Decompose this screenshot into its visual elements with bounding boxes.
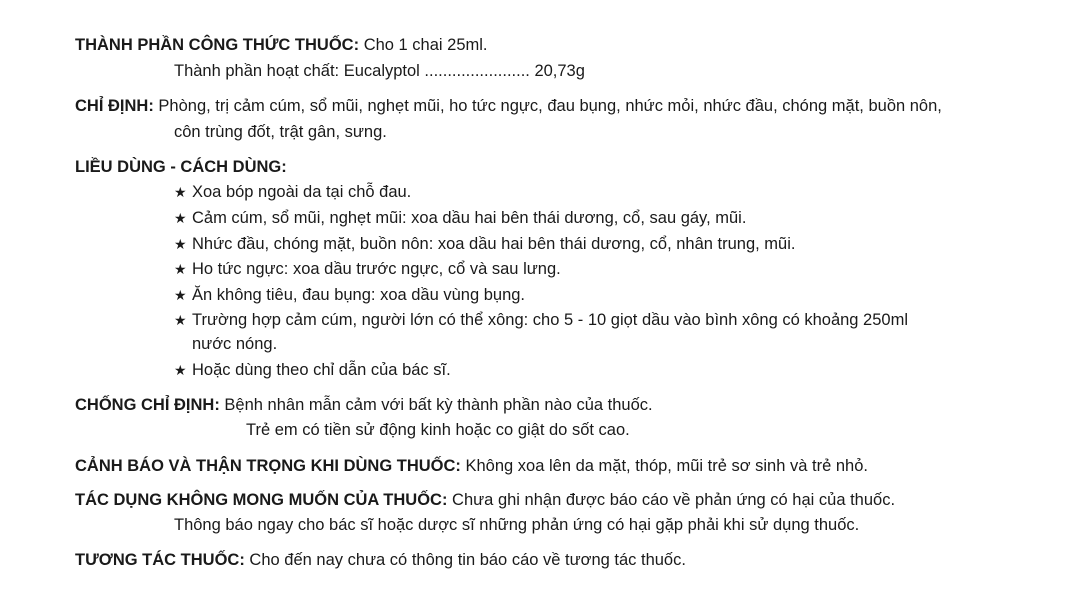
dosage-item-text: Cảm cúm, sổ mũi, nghẹt mũi: xoa dầu hai bên thái dương, cổ, sau gáy, mũi. [192,209,747,227]
dosage-item [174,360,451,380]
dosage-item [174,234,795,254]
indications-heading: CHỈ ĐỊNH: [75,97,154,115]
composition-heading: THÀNH PHẦN CÔNG THỨC THUỐC: [75,36,360,54]
indications-text-line2: côn trùng đốt, trật gân, sưng. [174,123,387,141]
dosage-item-text: Hoặc dùng theo chỉ dẫn của bác sĩ. [192,361,451,379]
side-effects-line [75,490,895,510]
indications-line [75,96,942,116]
side-effects-text-line1: Chưa ghi nhận được báo cáo về phản ứng có hại của thuốc. [452,491,896,509]
dosage-heading: LIỀU DÙNG - CÁCH DÙNG: [75,158,287,176]
contraindications-text-line2: Trẻ em có tiền sử động kinh hoặc co giật do sốt cao. [246,421,630,439]
composition-line [75,35,488,55]
dosage-item [174,310,908,330]
dosage-item [174,182,411,202]
indications-text-line1: Phòng, trị cảm cúm, sổ mũi, nghẹt mũi, ho tức ngực, đau bụng, nhức mỏi, nhức đầu, chóng mặt, buồn nôn, [158,97,942,115]
dosage-item [174,208,746,228]
contraindications-line [75,395,653,415]
contraindications-heading: CHỐNG CHỈ ĐỊNH: [75,396,220,414]
dosage-item-text: Ho tức ngực: xoa dầu trước ngực, cổ và sau lưng. [192,260,561,278]
star-icon: ★ [174,261,187,277]
star-icon: ★ [174,287,187,303]
dosage-item-text: Nhức đầu, chóng mặt, buồn nôn: xoa dầu hai bên thái dương, cổ, nhân trung, mũi. [192,235,796,253]
warnings-line [75,456,868,476]
dosage-item [174,285,525,305]
star-icon: ★ [174,236,187,252]
composition-text: Cho 1 chai 25ml. [363,36,488,54]
star-icon: ★ [174,312,187,328]
star-icon: ★ [174,210,187,226]
dosage-item-text: Trường hợp cảm cúm, người lớn có thể xông: cho 5 - 10 giọt dầu vào bình xông có khoảng 250ml [192,311,908,329]
warnings-text: Không xoa lên da mặt, thóp, mũi trẻ sơ sinh và trẻ nhỏ. [465,457,868,475]
star-icon: ★ [174,184,187,200]
star-icon: ★ [174,362,187,378]
dosage-item-text: Xoa bóp ngoài da tại chỗ đau. [192,183,412,201]
dosage-item-continuation: nước nóng. [192,335,278,353]
interactions-line [75,550,686,570]
interactions-heading: TƯƠNG TÁC THUỐC: [75,551,245,569]
side-effects-text-line2: Thông báo ngay cho bác sĩ hoặc dược sĩ những phản ứng có hại gặp phải khi sử dụng thuốc. [174,516,860,534]
contraindications-text-line1: Bệnh nhân mẫn cảm với bất kỳ thành phần nào của thuốc. [224,396,653,414]
side-effects-heading: TÁC DỤNG KHÔNG MONG MUỐN CỦA THUỐC: [75,491,448,509]
dosage-item-text: Ăn không tiêu, đau bụng: xoa dầu vùng bụng. [192,286,526,304]
dosage-item [174,259,561,279]
interactions-text: Cho đến nay chưa có thông tin báo cáo về tương tác thuốc. [249,551,686,569]
warnings-heading: CẢNH BÁO VÀ THẬN TRỌNG KHI DÙNG THUỐC: [75,457,461,475]
active-ingredient-line: Thành phần hoạt chất: Eucalyptol ....................... 20,73g [174,62,585,80]
